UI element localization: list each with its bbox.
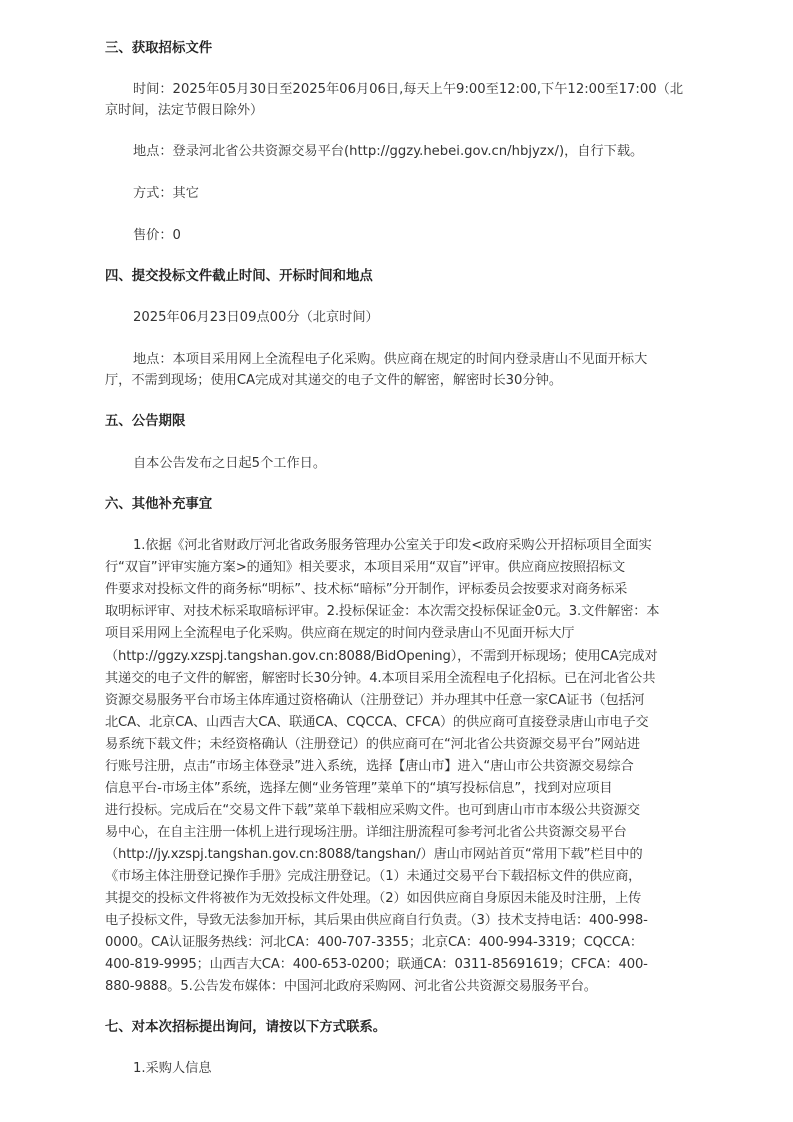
section-heading-6: 六、其他补充事宜 <box>105 497 213 512</box>
opening-location-line-2: 厅，不需到现场；使用CA完成对其递交的电子文件的解密，解密时长30分钟。 <box>105 373 563 388</box>
supplement-line: 其递交的电子文件的解密，解密时长30分钟。4.本项目采用全流程电子化招标。已在河北省公共 <box>105 671 656 686</box>
section-heading-7: 七、对本次招标提出询问，请按以下方式联系。 <box>105 1020 387 1035</box>
supplement-line: 易中心，在自主注册一体机上进行现场注册。详细注册流程可参考河北省公共资源交易平台 <box>105 825 627 840</box>
supplement-line: 其提交的投标文件将被作为无效投标文件处理。（2）如因供应商自身原因未能及时注册，上传 <box>105 891 642 906</box>
supplement-line: 行账号注册，点击“市场主体登录”进入系统，选择【唐山市】进入“唐山市公共资源交易综合 <box>105 759 634 774</box>
supplement-line: 信息平台-市场主体”系统，选择左侧“业务管理”菜单下的“填写投标信息”，找到对应项目 <box>105 781 613 796</box>
time-line-1: 时间：2025年05月30日至2025年06月06日,每天上午9:00至12:00,下午12:00至17:00（北 <box>133 82 684 97</box>
supplement-line: 1.依据《河北省财政厅河北省政务服务管理办公室关于印发<政府采购公开招标项目全面实 <box>133 538 652 553</box>
section-heading-4: 四、提交投标文件截止时间、开标时间和地点 <box>105 269 373 284</box>
method: 方式：其它 <box>133 186 199 201</box>
supplement-line: 取明标评审、对技术标采取暗标评审。2.投标保证金：本次需交投标保证金0元。3.文件解密：本 <box>105 604 660 619</box>
section-heading-3: 三、获取招标文件 <box>105 41 213 56</box>
supplement-line: （http://jy.xzspj.tangshan.gov.cn:8088/tangshan/）唐山市网站首页“常用下载”栏目中的 <box>105 847 643 862</box>
opening-location-line-1: 地点：本项目采用网上全流程电子化采购。供应商在规定的时间内登录唐山不见面开标大 <box>133 352 648 367</box>
download-location: 地点：登录河北省公共资源交易平台(http://ggzy.hebei.gov.cn/hbjyzx/)，自行下载。 <box>133 144 644 159</box>
supplement-line: 400-819-9995；山西吉大CA：400-653-0200；联通CA：0311-85691619；CFCA：400- <box>105 957 648 972</box>
time-line-2: 京时间，法定节假日除外） <box>105 103 264 118</box>
supplement-line: 件要求对投标文件的商务标“明标”、技术标“暗标”分开制作，评标委员会按要求对商务标采 <box>105 582 628 597</box>
supplement-line: （http://ggzy.xzspj.tangshan.gov.cn:8088/BidOpening），不需到开标现场；使用CA完成对 <box>105 649 658 664</box>
supplement-line: 电子投标文件，导致无法参加开标，其后果由供应商自行负责。（3）技术支持电话：400-998- <box>105 913 648 928</box>
supplement-line: 易系统下载文件；未经资格确认（注册登记）的供应商可在“河北省公共资源交易平台”网站进 <box>105 737 640 752</box>
notice-period: 自本公告发布之日起5个工作日。 <box>133 456 327 471</box>
supplement-line: 行“双盲”评审实施方案>的通知》相关要求，本项目采用“双盲”评审。供应商应按照招标文 <box>105 560 626 575</box>
supplement-line: 资源交易服务平台市场主体库通过资格确认（注册登记）并办理其中任意一家CA证书（包括河 <box>105 693 645 708</box>
supplement-line: 880-9888。5.公告发布媒体：中国河北政府采购网、河北省公共资源交易服务平台。 <box>105 979 597 994</box>
supplement-line: 北CA、北京CA、山西吉大CA、联通CA、CQCCA、CFCA）的供应商可直接登录唐山市电子交 <box>105 715 649 730</box>
supplement-line: 《市场主体注册登记操作手册》完成注册登记。（1）未通过交易平台下载招标文件的供应商， <box>105 869 642 884</box>
section-heading-5: 五、公告期限 <box>105 414 186 429</box>
purchaser-info-heading: 1.采购人信息 <box>133 1061 212 1076</box>
price: 售价：0 <box>133 228 181 243</box>
supplement-line: 0000。CA认证服务热线：河北CA：400-707-3355；北京CA：400-994-3319；CQCCA： <box>105 935 643 950</box>
supplement-line: 进行投标。完成后在“交易文件下载”菜单下载相应采购文件。也可到唐山市市本级公共资源交 <box>105 803 640 818</box>
supplement-line: 项目采用网上全流程电子化采购。供应商在规定的时间内登录唐山不见面开标大厅 <box>105 626 575 641</box>
deadline: 2025年06月23日09点00分（北京时间） <box>133 310 379 325</box>
